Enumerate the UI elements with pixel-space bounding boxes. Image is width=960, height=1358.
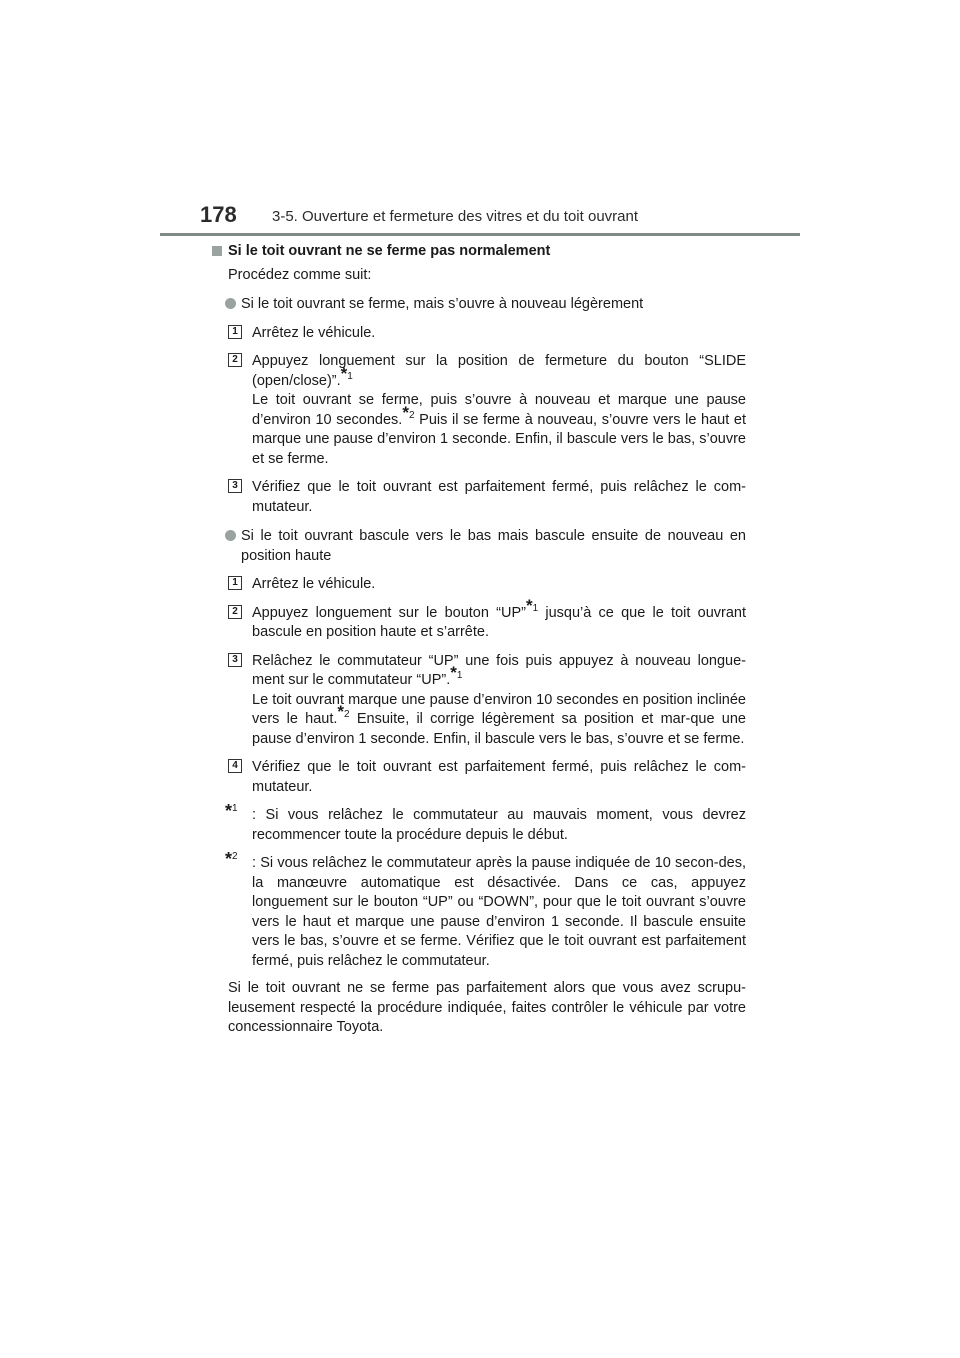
footnote-ref: *2 — [337, 702, 350, 721]
step-number: 2 — [228, 353, 242, 367]
section-heading: Si le toit ouvrant ne se ferme pas normalement — [228, 242, 746, 262]
footnote-ref: *2 — [402, 402, 415, 422]
step-item: 3 Relâchez le commutateur “UP” une fois puis appuyez à nouveau longue-ment sur le commutateur “UP”.$^{*1}$ Le toit ouvrant marque une pause d’environ 10 secondes en position inclinée vers le haut.$^{*2}$ Ensuite, il corrige légèrement sa position et mar-que une pause d’environ 1 seconde. Enfin, il bascule vers le bas, s’ouvre et se ferme. — [228, 652, 746, 750]
step-number: 1 — [228, 576, 242, 590]
footnote-marker: *$^1$ — [225, 801, 238, 821]
step-item: 1 Arrêtez le véhicule. — [228, 575, 746, 595]
footnote: *$^2$ : Si vous relâchez le commutateur après la pause indiquée de 10 secon-des, la manœuvre automatique est désactivée. Dans ce cas, appuyez longuement sur le bouton “UP” ou “DOWN”, pour que le toit ouvrant s’ouvre vers le haut et marque une pause d’environ 1 seconde. Il bascule ensuite vers le bas, s’ouvre et se ferme. Vérifiez que le toit ouvrant est parfaitement fermé, puis relâchez le commutateur. — [225, 849, 746, 969]
circle-bullet-icon — [225, 530, 236, 541]
main-content — [225, 242, 746, 1052]
page-header — [160, 200, 800, 236]
case-title: Si le toit ouvrant bascule vers le bas mais bascule ensuite de nouveau en position haute — [228, 527, 746, 566]
step-item: 4 Vérifiez que le toit ouvrant est parfaitement fermé, puis relâchez le com-mutateur. — [228, 758, 746, 797]
step-number: 1 — [228, 325, 242, 339]
square-bullet-icon — [212, 246, 222, 256]
step-number: 2 — [228, 605, 242, 619]
step-item: 2 Appuyez longuement sur la position de fermeture du bouton “SLIDE (open/close)”.$^{*1}$ Le toit ouvrant se ferme, puis s’ouvre à nouveau et marque une pause d’environ 10 secondes.$^{*2}$ Puis il se ferme à nouveau, s’ouvre vers le haut et marque une pause d’environ 1 seconde. Enfin, il bascule vers le bas, s’ouvre et se ferme. — [228, 352, 746, 469]
step-number: 3 — [228, 653, 242, 667]
step-item: 1 Arrêtez le véhicule. — [228, 324, 746, 344]
closing-paragraph: Si le toit ouvrant ne se ferme pas parfaitement alors que vous avez scrupu-leusement respecté la procédure indiquée, faites contrôler le véhicule par votre concessionnaire Toyota. — [228, 980, 746, 1035]
step-number: 4 — [228, 759, 242, 773]
header-rule — [160, 233, 800, 236]
footnote-ref: *1 — [525, 595, 539, 615]
footnote-ref: *1 — [340, 363, 353, 383]
page-number: 178 — [200, 202, 237, 227]
footnote-ref: *1 — [450, 663, 463, 682]
intro-text: Procédez comme suit: — [228, 266, 372, 283]
circle-bullet-icon — [225, 298, 236, 309]
footnote: *$^1$ : Si vous relâchez le commutateur au mauvais moment, vous devrez recommencer toute la procédure depuis le début. — [225, 801, 746, 843]
step-item: 3 Vérifiez que le toit ouvrant est parfaitement fermé, puis relâchez le com-mutateur. — [228, 478, 746, 517]
footnote-marker: *$^2$ — [225, 849, 238, 869]
case-title: Si le toit ouvrant se ferme, mais s’ouvre à nouveau légèrement — [228, 295, 746, 315]
step-number: 3 — [228, 479, 242, 493]
section-title: 3-5. Ouverture et fermeture des vitres et du toit ouvrant — [272, 208, 639, 225]
step-item: 2 Appuyez longuement sur le bouton “UP”$^{*1}$ jusqu’à ce que le toit ouvrant bascule en position haute et s’arrête. — [228, 604, 746, 643]
